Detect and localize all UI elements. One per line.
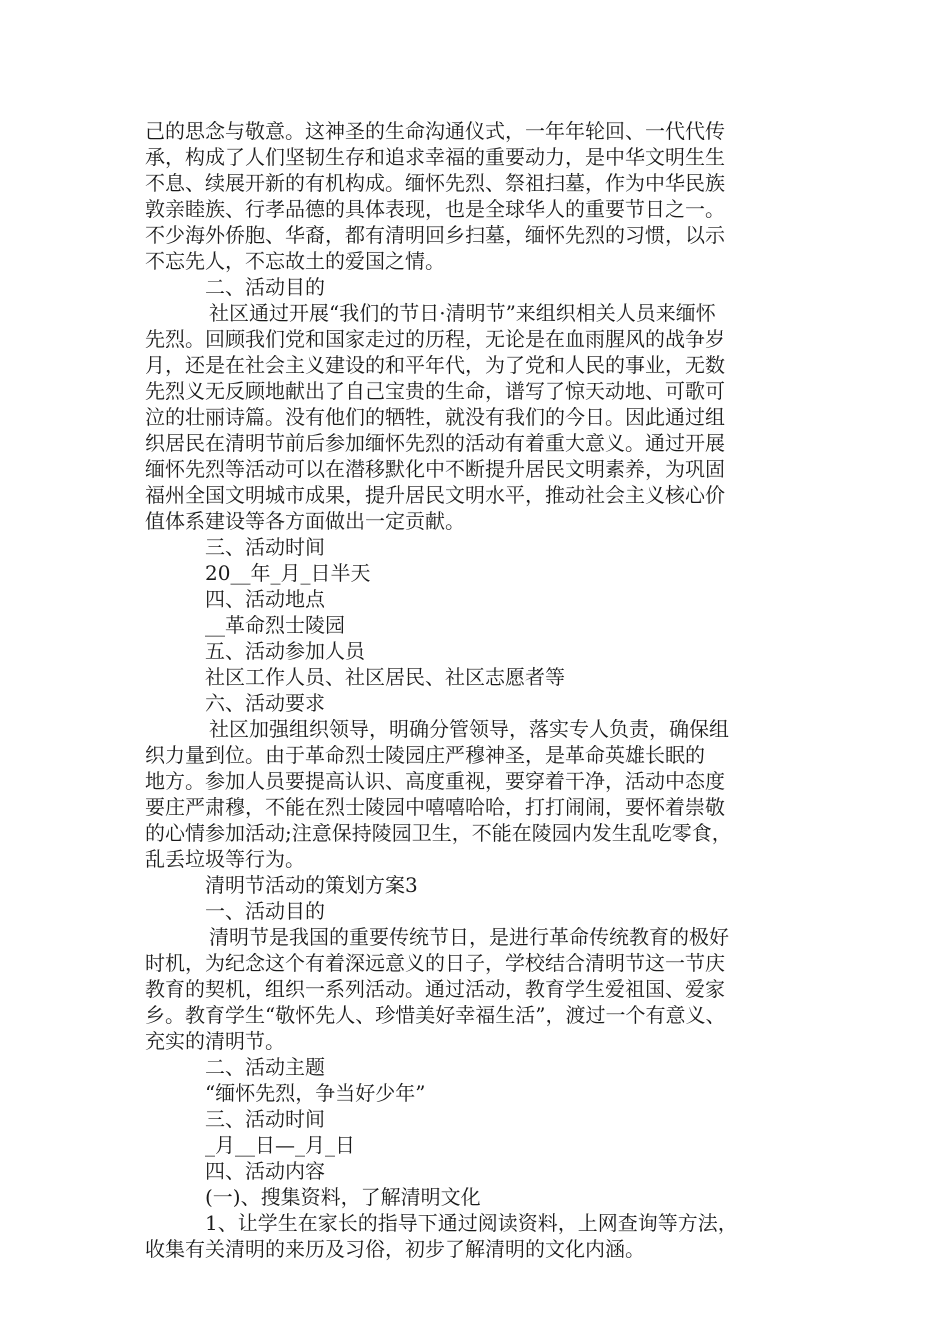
paragraph-line-indented: 社区工作人员、社区居民、社区志愿者等 — [205, 665, 565, 689]
paragraph-line-indented: 1、让学生在家长的指导下通过阅读资料，上网查询等方法， — [205, 1211, 738, 1235]
paragraph-line: 承，构成了人们坚韧生存和追求幸福的重要动力，是中华文明生生 — [145, 145, 725, 169]
paragraph-line: 充实的清明节。 — [145, 1029, 285, 1053]
paragraph-line: 己的思念与敬意。这神圣的生命沟通仪式，一年年轮回、一代代传 — [145, 119, 725, 143]
paragraph-line: 教育的契机，组织一系列活动。通过活动，教育学生爱祖国、爱家 — [145, 977, 725, 1001]
paragraph-line: 要庄严肃穆，不能在烈士陵园中嘻嘻哈哈，打打闹闹，要怀着崇敬 — [145, 795, 725, 819]
paragraph-line: 值体系建设等各方面做出一定贡献。 — [145, 509, 465, 533]
paragraph-line: 织力量到位。由于革命烈士陵园庄严穆神圣，是革命英雄长眠的 — [145, 743, 705, 767]
paragraph-line-indented: (一)、搜集资料，了解清明文化 — [205, 1185, 481, 1209]
paragraph-line-indented: __革命烈士陵园 — [205, 613, 345, 637]
paragraph-line-indented: 四、活动内容 — [205, 1159, 325, 1183]
paragraph-line: 织居民在清明节前后参加缅怀先烈的活动有着重大意义。通过开展 — [145, 431, 725, 455]
paragraph-line: 先烈。回顾我们党和国家走过的历程，无论是在血雨腥风的战争岁 — [145, 327, 725, 351]
paragraph-line-indented: 一、活动目的 — [205, 899, 325, 923]
paragraph-line: 泣的壮丽诗篇。没有他们的牺牲，就没有我们的今日。因此通过组 — [145, 405, 725, 429]
paragraph-line: 福州全国文明城市成果，提升居民文明水平，推动社会主义核心价 — [145, 483, 725, 507]
paragraph-line-indented: 三、活动时间 — [205, 1107, 325, 1131]
paragraph-line-indented: 清明节活动的策划方案3 — [205, 873, 418, 897]
paragraph-line: 不少海外侨胞、华裔，都有清明回乡扫墓，缅怀先烈的习惯，以示 — [145, 223, 725, 247]
paragraph-line: 收集有关清明的来历及习俗，初步了解清明的文化内涵。 — [145, 1237, 645, 1261]
paragraph-line: 先烈义无反顾地献出了自己宝贵的生命，谱写了惊天动地、可歌可 — [145, 379, 725, 403]
paragraph-line: 乱丢垃圾等行为。 — [145, 847, 305, 871]
paragraph-line: 地方。参加人员要提高认识、高度重视，要穿着干净，活动中态度 — [145, 769, 725, 793]
paragraph-line-indented: 社区通过开展“我们的节日·清明节”来组织相关人员来缅怀 — [209, 301, 716, 325]
paragraph-line: 月，还是在社会主义建设的和平年代，为了党和人民的事业，无数 — [145, 353, 725, 377]
paragraph-line-indented: “缅怀先烈，争当好少年” — [205, 1081, 426, 1105]
paragraph-line: 时机，为纪念这个有着深远意义的日子，学校结合清明节这一节庆 — [145, 951, 725, 975]
paragraph-line: 乡。教育学生“敬怀先人、珍惜美好幸福生活”，渡过一个有意义、 — [145, 1003, 726, 1027]
paragraph-line: 不息、续展开新的有机构成。缅怀先烈、祭祖扫墓，作为中华民族 — [145, 171, 725, 195]
paragraph-line-indented: 三、活动时间 — [205, 535, 325, 559]
paragraph-line-indented: 社区加强组织领导，明确分管领导，落实专人负责，确保组 — [209, 717, 729, 741]
paragraph-line-indented: 五、活动参加人员 — [205, 639, 365, 663]
paragraph-line-indented: 二、活动主题 — [205, 1055, 325, 1079]
paragraph-line-indented: 六、活动要求 — [205, 691, 325, 715]
paragraph-line: 缅怀先烈等活动可以在潜移默化中不断提升居民文明素养，为巩固 — [145, 457, 725, 481]
document-body — [145, 118, 825, 1262]
paragraph-line: 的心情参加活动;注意保持陵园卫生，不能在陵园内发生乱吃零食， — [145, 821, 732, 845]
paragraph-line-indented: 二、活动目的 — [205, 275, 325, 299]
paragraph-line-indented: 20__年_月_日半天 — [205, 561, 371, 585]
paragraph-line: 不忘先人，不忘故土的爱国之情。 — [145, 249, 445, 273]
paragraph-line: 敦亲睦族、行孝品德的具体表现，也是全球华人的重要节日之一。 — [145, 197, 725, 221]
paragraph-line-indented: _月__日—_月_日 — [205, 1133, 355, 1157]
paragraph-line-indented: 四、活动地点 — [205, 587, 325, 611]
paragraph-line-indented: 清明节是我国的重要传统节日，是进行革命传统教育的极好 — [209, 925, 729, 949]
